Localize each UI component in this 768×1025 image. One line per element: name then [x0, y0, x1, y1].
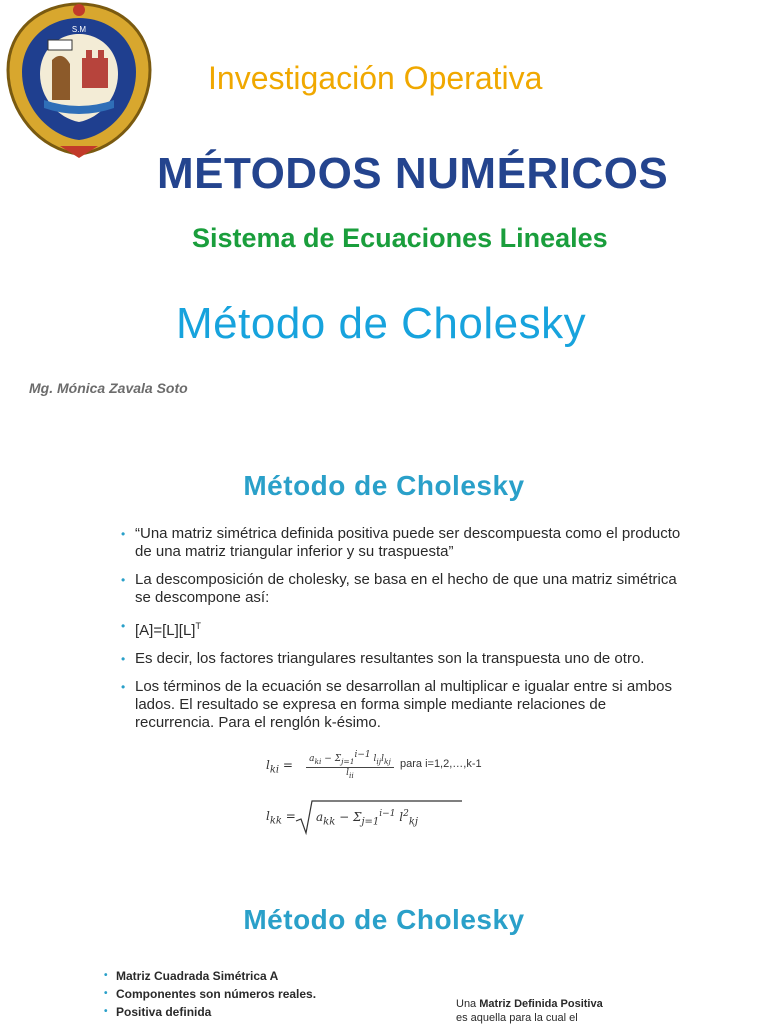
formula-fraction — [306, 750, 394, 780]
list-item: • “Una matriz simétrica definida positiva puede ser descompuesta como el producto de una matriz triangular inferior y su traspuesta” — [121, 525, 681, 560]
bullet-icon: • — [104, 970, 108, 981]
seal-emblem-icon — [0, 0, 158, 158]
formula-lki: $l_{ki}$ = $a_{ki} - \Sigma_{j=1}^{i-1}$ $l_{ij}l_{kj}$ $l_{ii}$ para i=1,2,…,k-1 — [266, 750, 482, 780]
list-item: • Positiva definida — [104, 1005, 212, 1019]
formula-condition: para i=1,2,…,k-1 — [400, 758, 482, 770]
formula-lkk: $l_{kk}$ = $a_{kk} - \Sigma_{j=1}^{i-1}$ $l^2_{kj}$ — [266, 797, 466, 837]
slide2-title: Método de Cholesky — [243, 470, 525, 501]
bullet-icon: • — [121, 680, 126, 694]
list-item: • Es decir, los factores triangulares resultantes son la transpuesta uno de otro. — [121, 650, 645, 667]
svg-text:S.M: S.M — [71, 25, 87, 34]
bullet-icon: • — [121, 527, 126, 541]
author-name: Mg. Mónica Zavala Soto — [29, 380, 188, 396]
bullet-icon: • — [104, 988, 108, 999]
transpose-superscript: T — [195, 621, 201, 631]
bullet-icon: • — [121, 573, 126, 587]
university-seal — [0, 0, 158, 158]
list-item: • La descomposición de cholesky, se basa en el hecho de que una matriz simétrica se descompone así: — [121, 571, 677, 606]
positive-definite-definition: Una Matriz Definida Positiva es aquella para la cual el — [456, 998, 603, 1024]
bullet-icon: • — [121, 619, 126, 633]
slide2-bullet-list — [121, 525, 681, 742]
list-item: • $[A]=[L][L]^T$ — [121, 619, 201, 639]
bullet-icon: • — [121, 652, 126, 666]
bullet-icon: • — [104, 1006, 108, 1017]
list-item: • Componentes son números reales. — [104, 987, 317, 1001]
formula-denominator: $l_{ii}$ — [346, 767, 354, 780]
presentation-subtitle: Sistema de Ecuaciones Lineales — [192, 223, 608, 253]
slide3-bullet-list — [104, 969, 434, 1023]
presentation-title: MÉTODOS NUMÉRICOS — [157, 149, 669, 198]
formula-numerator: $a_{ki} - \Sigma_{j=1}^{i-1}$ $l_{ij}l_{kj}$ — [306, 750, 394, 768]
slide3-title: Método de Cholesky — [243, 904, 525, 935]
list-item: • Los términos de la ecuación se desarrollan al multiplicar e igualar entre si ambos lados. El resultado se expresa en forma simple mediante relaciones de recurrencia. Para el renglón k-ésimo. — [121, 678, 672, 731]
formula-radicand: $a_{kk} - \Sigma_{j=1}^{i-1}$ $l^2_{kj}$ — [316, 809, 419, 828]
course-title: Investigación Operativa — [208, 60, 543, 96]
list-item: • Matriz Cuadrada Simétrica A — [104, 969, 279, 983]
method-title: Método de Cholesky — [176, 299, 587, 348]
